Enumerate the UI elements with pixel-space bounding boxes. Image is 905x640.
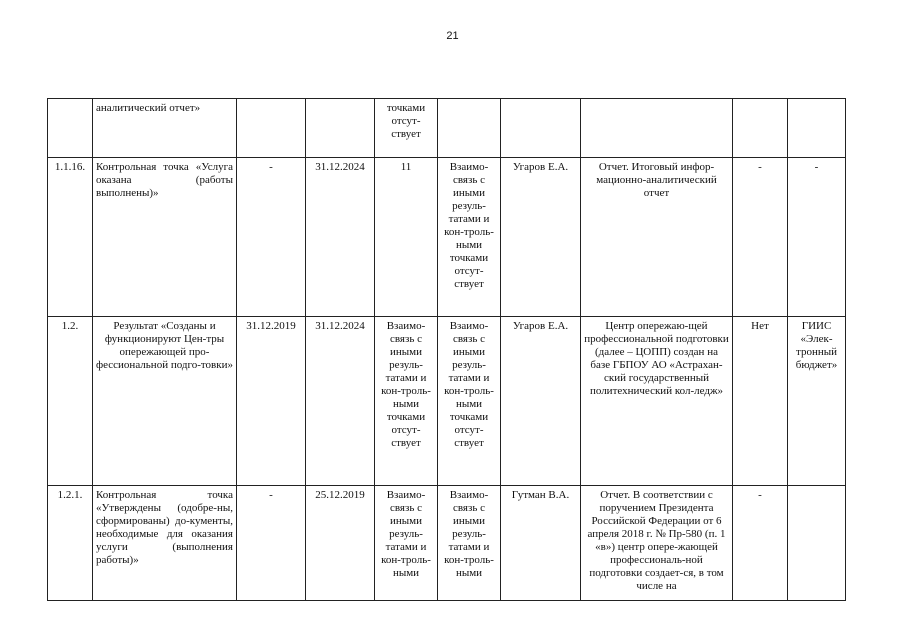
plan-table [47, 98, 846, 601]
row-system: ГИИС «Элек-тронный бюджет» [788, 317, 846, 486]
row-number: 1.2. [48, 317, 93, 486]
row-result: Отчет. Итоговый инфор-мационно-аналитический отчет [581, 158, 733, 317]
row-next-link: Взаимо-связь с иными резуль-татами и кон-троль-ными точками отсут-ствует [438, 158, 501, 317]
row-end-date: 31.12.2024 [306, 158, 375, 317]
row-result: Отчет. В соответствии с поручением Президента Российской Федерации от 6 апреля 2018 г. № Пр-580 (п. 1 «в») центр опере-жающей профессиональ-ной подготовки создает-ся, в том числе на [581, 486, 733, 601]
row-prev-link: Взаимо-связь с иными резуль-татами и кон-троль-ными точками отсут-ствует [375, 317, 438, 486]
row-name: аналитический отчет» [93, 99, 237, 158]
row-prev-link: Взаимо-связь с иными резуль-татами и кон-троль-ными [375, 486, 438, 601]
row-system [788, 486, 846, 601]
table-row [48, 99, 846, 158]
table-row [48, 317, 846, 486]
row-flag: - [733, 158, 788, 317]
row-system: - [788, 158, 846, 317]
row-result: Центр опережаю-щей профессиональной подготовки (далее – ЦОПП) создан на базе ГБПОУ АО «Астрахан-ский государственный политехнический кол-ледж» [581, 317, 733, 486]
row-flag: Нет [733, 317, 788, 486]
row-end-date [306, 99, 375, 158]
row-start-date: - [237, 158, 306, 317]
row-number [48, 99, 93, 158]
row-start-date [237, 99, 306, 158]
row-flag: - [733, 486, 788, 601]
row-result [581, 99, 733, 158]
row-end-date: 31.12.2024 [306, 317, 375, 486]
page-number: 21 [446, 30, 459, 42]
table-row [48, 158, 846, 317]
row-next-link: Взаимо-связь с иными резуль-татами и кон-троль-ными [438, 486, 501, 601]
row-prev-link: 11 [375, 158, 438, 317]
row-name: Контрольная точка «Утверждены (одобре-ны, сформированы) до-кументы, необходимые для оказания услуги (выполнения работы)» [93, 486, 237, 601]
row-name: Контрольная точка «Услуга оказана (работы выполнены)» [93, 158, 237, 317]
row-number: 1.2.1. [48, 486, 93, 601]
row-flag [733, 99, 788, 158]
row-owner [501, 99, 581, 158]
row-start-date: 31.12.2019 [237, 317, 306, 486]
row-system [788, 99, 846, 158]
row-number: 1.1.16. [48, 158, 93, 317]
row-start-date: - [237, 486, 306, 601]
row-name: Результат «Созданы и функционируют Цен-тры опережающей про-фессиональной подго-товки» [93, 317, 237, 486]
row-next-link [438, 99, 501, 158]
row-owner: Гутман В.А. [501, 486, 581, 601]
row-prev-link: точками отсут-ствует [375, 99, 438, 158]
row-owner: Угаров Е.А. [501, 317, 581, 486]
row-next-link: Взаимо-связь с иными резуль-татами и кон-троль-ными точками отсут-ствует [438, 317, 501, 486]
row-end-date: 25.12.2019 [306, 486, 375, 601]
table-row [48, 486, 846, 601]
row-owner: Угаров Е.А. [501, 158, 581, 317]
